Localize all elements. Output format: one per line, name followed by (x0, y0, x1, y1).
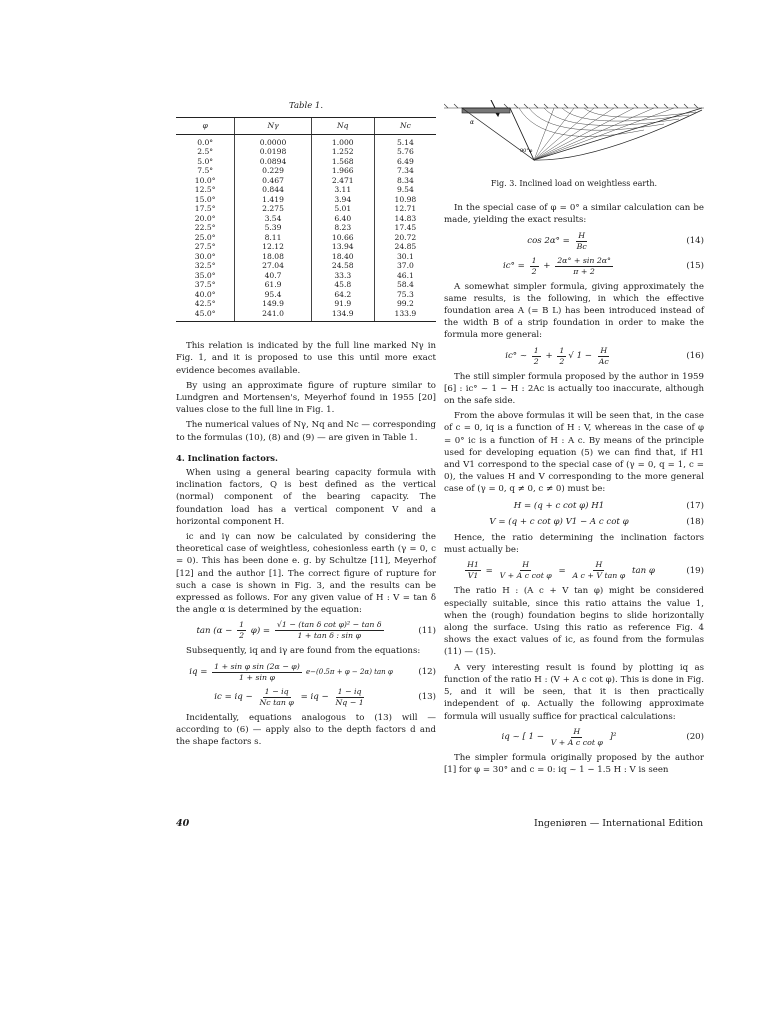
table-cell: 75.3 (374, 290, 436, 300)
table-cell: 22.5° (194, 223, 216, 233)
journal-name: Ingeniøren — International Edition (534, 818, 704, 829)
table-cell: 0.0° (197, 137, 214, 147)
table-cell: 3.11 (311, 185, 374, 195)
paragraph: Subsequently, iq and iγ are found from the equations: (186, 646, 421, 657)
equation-17: H = (q + c cot φ) H1 (17) (513, 500, 704, 511)
table-header-cell: φ (176, 118, 235, 135)
table-row (176, 214, 436, 224)
table-cell: 18.40 (311, 252, 374, 262)
table-cell: 27.5° (194, 242, 216, 252)
figure-alpha-label: α (470, 119, 475, 126)
table-header-cell: Nγ (235, 118, 311, 135)
table-cell: 61.9 (235, 280, 311, 290)
table-cell: 7.34 (374, 166, 436, 176)
right-column (444, 100, 704, 779)
table-cell: 37.0 (374, 261, 436, 271)
table-cell: 5.01 (311, 204, 374, 214)
table-cell: 64.2 (311, 290, 374, 300)
table-cell: 8.23 (311, 223, 374, 233)
paragraph: By using an approximate figure of rupture similar to Lundgren and Mortensen's, Meyerhof found in 1955 [20] values close to the full line in Fig. 1. (176, 380, 436, 416)
paragraph: When using a general bearing capacity formula with inclination factors, Q is best defined as the vertical (normal) component of the bearing capacity. The foundation load has a vertical component V and a horizontal component H. (176, 468, 436, 527)
table-cell: 33.3 (311, 271, 374, 281)
figure-3-drawing (444, 100, 704, 172)
equation-18: V = (q + c cot φ) V1 − A c cot φ (18) (489, 516, 704, 527)
table-cell: 95.4 (235, 290, 311, 300)
table-cell: 20.0° (194, 213, 216, 223)
equation-15: ic° = $\frac{1}{2}$ + $\frac{2\alpha^\circ + \sin 2\alpha^\circ}{\pi + 2}$ (15) (503, 255, 704, 276)
table-row (176, 176, 436, 186)
paragraph: The simpler formula originally proposed by the author [1] for φ = 30° and c = 0: iq ~ 1 − 1.5 H : V is seen (444, 752, 704, 775)
table-row (176, 147, 436, 157)
figure-3 (444, 100, 704, 172)
table-cell: 12.71 (374, 204, 436, 214)
equation-number: (11) (418, 625, 436, 636)
equation-number: (15) (686, 261, 704, 271)
table-row (176, 242, 436, 252)
table-cell: 18.08 (235, 252, 311, 262)
table-cell: 1.000 (311, 134, 374, 147)
table-row (176, 271, 436, 281)
table-cell: 35.0° (194, 270, 216, 280)
table-row (176, 290, 436, 300)
equation-number: (13) (418, 692, 436, 703)
table-cell: 2.471 (311, 176, 374, 186)
table-cell: 91.9 (311, 299, 374, 309)
table-cell: 24.58 (311, 261, 374, 271)
table-cell: 8.11 (235, 233, 311, 243)
table-cell: 0.229 (235, 166, 311, 176)
table-cell: 45.8 (311, 280, 374, 290)
table-cell: 5.76 (374, 147, 436, 157)
equation-13: ic = iq − $\frac{1 - iq}{\text{Nc tan φ}}$ = iq − $\frac{1 - iq}{Nq - 1}$ (13) (214, 686, 436, 707)
table-cell: 27.04 (235, 261, 311, 271)
table-cell: 5.0° (197, 156, 214, 166)
table-cell: 12.5° (194, 185, 216, 195)
table-row (176, 252, 436, 262)
table-cell: 0.0894 (235, 157, 311, 167)
paragraph: The numerical values of Nγ, Nq and Nc — corresponding to the formulas (10), (8) and (9) — are given in Table 1. (176, 420, 436, 443)
paragraph: A somewhat simpler formula, giving approximately the same results, is the following, in which the effective foundation area A (= B L) has been introduced instead of the width B of a strip foundation in order to make the formula more general: (444, 281, 704, 341)
paragraph: Hence, the ratio determining the inclination factors must actually be: (444, 533, 704, 556)
left-column (176, 100, 436, 751)
paragraph: The ratio H : (A c + V tan φ) might be considered especially suitable, since this ratio attains the value 1, when the (rough) foundation begins to slide horizontally along the surface. Using this ratio as reference Fig. 4 shows the exact values of ic, as found from the formulas (11) — (15). (444, 586, 704, 658)
equation-number: (12) (418, 667, 436, 678)
paragraph: In the special case of φ = 0° a similar calculation can be made, yielding the exact results: (444, 203, 704, 226)
table-row (176, 185, 436, 195)
paragraph: Incidentally, equations analogous to (13) will — according to (6) — apply also to the depth factors d and the shape factors s. (176, 712, 436, 748)
figure-angle-label: 90°φ (520, 148, 533, 154)
section-heading: 4. Inclination factors. (176, 452, 278, 463)
table-cell: 42.5° (194, 299, 216, 309)
table-cell: 45.0° (176, 309, 235, 322)
table-cell: 14.83 (374, 214, 436, 224)
equation-number: (18) (686, 516, 704, 527)
table-cell: 30.1 (374, 252, 436, 262)
table-cell: 241.0 (235, 309, 311, 322)
table-cell: 17.45 (374, 223, 436, 233)
equation-number: (17) (686, 500, 704, 511)
equation-19: $\frac{H1}{V1}$ = $\frac{H}{\text{V + A c cot φ}}$ = $\frac{H}{\text{A c + V tan φ}}$ tan φ (19) (467, 560, 704, 581)
table-cell: 7.5° (197, 166, 214, 176)
bearing-capacity-table (176, 117, 436, 322)
table-cell: 24.85 (374, 242, 436, 252)
table-row (176, 166, 436, 176)
table-cell: 9.54 (374, 185, 436, 195)
table-cell: 20.72 (374, 233, 436, 243)
figure-caption: Fig. 3. Inclined load on weightless earth. (490, 179, 658, 188)
table-cell: 149.9 (235, 299, 311, 309)
table-header-cell: Nq (311, 118, 374, 135)
table-row (176, 157, 436, 167)
equation-11: tan (α − $\frac{1}{2}$ φ) = $\frac{\text{√1 − (tan δ cot φ)² − tan δ}}{\text{1 + tan δ : sin φ}}$ (11) (196, 620, 436, 641)
table-cell: 1.252 (311, 147, 374, 157)
table-cell: 32.5° (194, 261, 216, 271)
table-row (176, 309, 436, 322)
table-cell: 99.2 (374, 299, 436, 309)
table-cell: 133.9 (374, 309, 436, 322)
table-row (176, 261, 436, 271)
table-cell: 10.0° (194, 175, 216, 185)
table-cell: 1.419 (235, 195, 311, 205)
table-cell: 0.0000 (235, 134, 311, 147)
table-cell: 1.568 (311, 157, 374, 167)
table-cell: 1.966 (311, 166, 374, 176)
table-cell: 40.0° (194, 289, 216, 299)
table-row (176, 134, 436, 147)
table-cell: 17.5° (194, 204, 216, 214)
table-cell: 134.9 (311, 309, 374, 322)
table-cell: 6.40 (311, 214, 374, 224)
table-cell: 46.1 (374, 271, 436, 281)
equation-number: (20) (686, 732, 704, 743)
equation-16: ic° ~ $\frac{1}{2}$ + $\frac{1}{2}$ √ 1 − $\frac{H}{Ac}$ (16) (505, 345, 704, 366)
table-title: Table 1. (288, 101, 324, 111)
page-number: 40 (176, 818, 190, 829)
table-cell: 5.39 (235, 223, 311, 233)
table-cell: 3.94 (311, 195, 374, 205)
table-cell: 5.14 (374, 134, 436, 147)
table-cell: 13.94 (311, 242, 374, 252)
table-cell: 3.54 (235, 214, 311, 224)
equation-number: (19) (686, 565, 704, 576)
equation-number: (16) (686, 351, 704, 362)
table-cell: 58.4 (374, 280, 436, 290)
table-cell: 10.98 (374, 195, 436, 205)
table-cell: 0.844 (235, 185, 311, 195)
table-cell: 15.0° (194, 194, 216, 204)
table-cell: 8.34 (374, 176, 436, 186)
table-row (176, 280, 436, 290)
table-row (176, 223, 436, 233)
paragraph: ic and iγ can now be calculated by considering the theoretical case of weightless, cohesionless earth (γ = 0, c = 0). This has been done e. g. by Schultze [11], Meyerhof [12] and the author [1]. The correct figure of rupture for such a case is shown in Fig. 3, and the results can be expressed as follows. For any given value of H : V = tan δ the angle α is determined by the equation: (176, 532, 436, 616)
table-row (176, 299, 436, 309)
table-row (176, 233, 436, 243)
table-cell: 25.0° (194, 232, 216, 242)
equation-20: iq ~ [ 1 − $\frac{H}{\text{V + A c cot φ}}$ ]² (20) (501, 726, 704, 747)
table-cell: 37.5° (194, 280, 216, 290)
table-cell: 0.0198 (235, 147, 311, 157)
table-row (176, 204, 436, 214)
paragraph: From the above formulas it will be seen that, in the case of c = 0, iq is a function of H : V, whereas in the case of φ = 0° ic is a function of H : A c. By means of the principle used for developing equation (5) we can find that, if H1 and V1 correspond to the special case of (γ = 0, q = 1, c = 0), the values H and V corresponding to the more general case of (γ = 0, q ≠ 0, c ≠ 0) must be: (444, 411, 704, 495)
paragraph: The still simpler formula proposed by the author in 1959 [6] : ic° ~ 1 − H : 2Ac is actually too inaccurate, although on the safe side. (444, 371, 704, 407)
paragraph: This relation is indicated by the full line marked Nγ in Fig. 1, and it is proposed to use this until more exact evidence becomes available. (176, 341, 436, 376)
table-cell: 2.5° (197, 147, 214, 157)
table-cell: 10.66 (311, 233, 374, 243)
table-cell: 12.12 (235, 242, 311, 252)
equation-14: cos 2α° = $\frac{H}{Bc}$ (14) (527, 230, 704, 251)
table-cell: 6.49 (374, 157, 436, 167)
table-row (176, 195, 436, 205)
table-cell: 0.467 (235, 176, 311, 186)
equation-number: (14) (686, 236, 704, 246)
table-header-cell: Nc (374, 118, 436, 135)
paragraph: A very interesting result is found by plotting iq as function of the ratio H : (V + A c cot φ). This is done in Fig. 5, and it will be seen, that it is then practically independent of φ. Actually the following approximate formula will usually suffice for practical calculations: (444, 662, 704, 722)
table-cell: 2.275 (235, 204, 311, 214)
table-cell: 40.7 (235, 271, 311, 281)
table-cell: 30.0° (194, 251, 216, 261)
equation-12: iq = $\frac{\text{1 + sin φ sin (2α − φ)}}{\text{1 + sin φ}}$ e−(0.5π + φ − 2α) tan φ (12) (189, 661, 436, 682)
